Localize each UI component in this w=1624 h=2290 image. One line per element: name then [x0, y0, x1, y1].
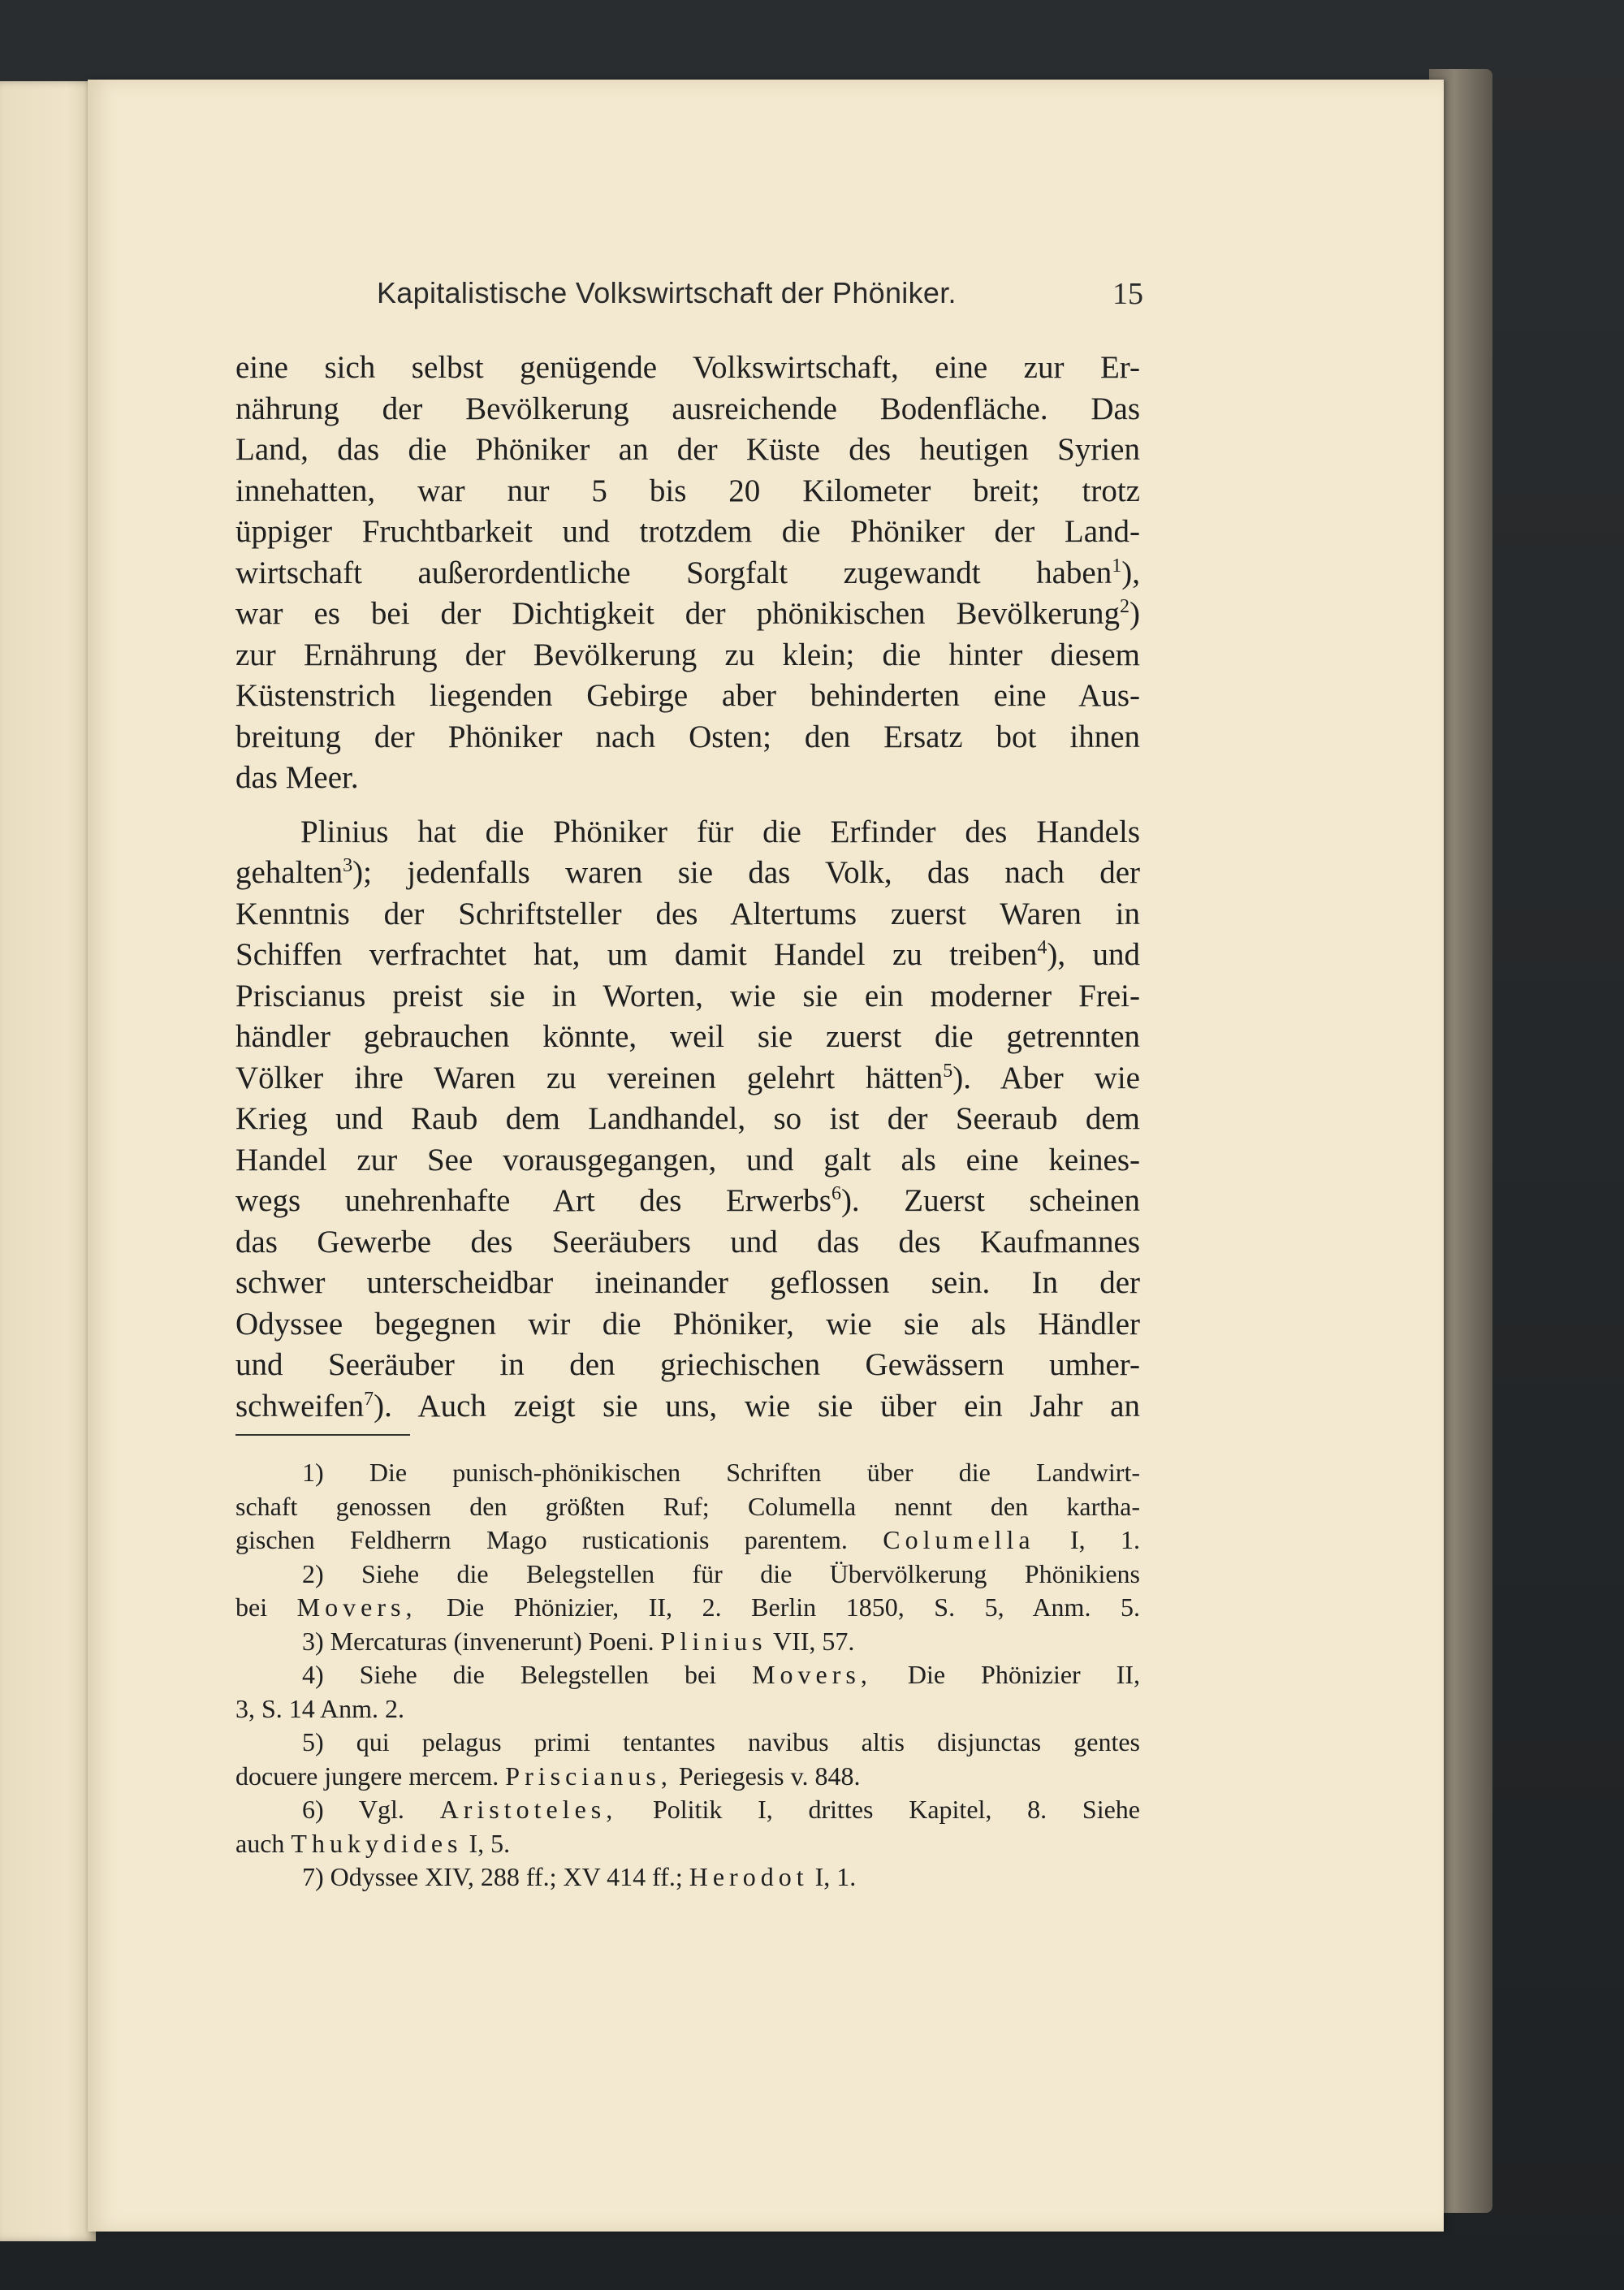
text-segment: VII, 57. — [772, 1626, 855, 1656]
footnote-ref: 5 — [943, 1060, 953, 1082]
text-segment: 6) Vgl. — [302, 1795, 404, 1824]
text-segment: war es bei der Dichtigkeit der phönikischen Bevölkerung — [235, 596, 1120, 631]
footnote-ref: 7 — [364, 1388, 374, 1410]
text-segment: Die Phönizier II, — [907, 1660, 1140, 1689]
footnote-line — [235, 1860, 1140, 1895]
text-segment: Die Phönizier, II, 2. Berlin 1850, S. 5, Anm. 5. — [447, 1592, 1140, 1622]
text-line: Kenntnis der Schriftsteller des Altertums zuerst Waren in — [235, 896, 1140, 931]
footnote-line — [235, 1625, 1140, 1659]
text-line: das Gewerbe des Seeräubers und das des Kaufmannes — [235, 1224, 1140, 1260]
text-segment: I, 1. — [814, 1862, 857, 1891]
text-line — [235, 853, 1140, 894]
footnote-line: schaft genossen den größten Ruf; Columella nennt den kartha- — [235, 1491, 1140, 1521]
text-segment: ), — [1121, 555, 1140, 590]
author-name: Movers, — [296, 1592, 417, 1622]
text-line: Priscianus preist sie in Worten, wie sie ein moderner Frei- — [235, 978, 1140, 1013]
footnote-line — [235, 1523, 1140, 1558]
footnote-line — [235, 1793, 1140, 1827]
text-segment: Völker ihre Waren zu vereinen gelehrt hätten — [235, 1060, 944, 1095]
text-segment: ). Aber wie — [952, 1060, 1140, 1095]
text-line: Krieg und Raub dem Landhandel, so ist der Seeraub dem — [235, 1101, 1140, 1136]
text-segment: bei — [235, 1592, 268, 1622]
text-segment: I, 5. — [469, 1828, 511, 1858]
text-segment: schweifen — [235, 1388, 365, 1424]
text-line: breitung der Phöniker nach Osten; den Ersatz bot ihnen — [235, 719, 1140, 754]
footnotes — [235, 1456, 1140, 1895]
text-line: Küstenstrich liegenden Gebirge aber behinderten eine Aus- — [235, 678, 1140, 713]
text-line — [235, 1386, 1140, 1428]
author-name: Plinius — [660, 1626, 767, 1656]
footnote-ref: 1 — [1112, 555, 1122, 577]
text-line: das Meer. — [235, 760, 359, 795]
running-header — [377, 276, 1143, 317]
text-segment: 7) Odyssee XIV, 288 ff.; XV 414 ff.; — [302, 1862, 683, 1891]
author-name: Columella — [883, 1525, 1035, 1554]
text-line: Odyssee begegnen wir die Phöniker, wie sie als Händler — [235, 1306, 1140, 1342]
text-segment: wirtschaft außerordentliche Sorgfalt zugewandt haben — [235, 555, 1112, 590]
author-name: Aristoteles, — [439, 1795, 618, 1824]
running-title: Kapitalistische Volkswirtschaft der Phöniker. — [377, 276, 957, 309]
page-number: 15 — [1112, 277, 1143, 311]
text-segment: auch — [235, 1828, 285, 1858]
paragraph-gap — [235, 799, 1140, 812]
text-line — [235, 553, 1140, 594]
text-line: innehatten, war nur 5 bis 20 Kilometer breit; trotz — [235, 473, 1140, 508]
footnote-line: 2) Siehe die Belegstellen für die Übervölkerung Phönikiens — [302, 1558, 1140, 1588]
text-segment: ). Auch zeigt sie uns, wie sie über ein Jahr an — [374, 1388, 1140, 1424]
text-segment: 4) Siehe die Belegstellen bei — [302, 1660, 717, 1689]
footnote-line: 1) Die punisch-phönikischen Schriften über die Landwirt- — [302, 1458, 1140, 1487]
text-segment: gehalten — [235, 855, 343, 890]
footnote-ref: 3 — [343, 855, 353, 876]
text-line: und Seeräuber in den griechischen Gewässern umher- — [235, 1347, 1140, 1382]
text-line: Land, das die Phöniker an der Küste des heutigen Syrien — [235, 432, 1140, 467]
text-line: nährung der Bevölkerung ausreichende Bodenfläche. Das — [235, 391, 1140, 426]
text-line — [235, 935, 1140, 976]
facing-page-edge — [0, 81, 96, 2241]
text-line — [235, 1181, 1140, 1222]
text-line: Handel zur See vorausgegangen, und galt als eine keines- — [235, 1142, 1140, 1177]
author-name: Thukydides — [291, 1828, 463, 1858]
footnote-ref: 2 — [1120, 596, 1129, 617]
text-line: schwer unterscheidbar ineinander geflossen sein. In der — [235, 1265, 1140, 1300]
footnote-line — [235, 1827, 1140, 1861]
text-line: händler gebrauchen könnte, weil sie zuerst die getrennten — [235, 1019, 1140, 1054]
footnote-line — [235, 1658, 1140, 1692]
text-segment: ) — [1129, 596, 1140, 631]
text-segment: ), und — [1047, 937, 1140, 972]
text-segment: gischen Feldherrn Mago rusticationis parentem. — [235, 1525, 848, 1554]
author-name: Priscianus, — [505, 1761, 672, 1791]
footnote-line — [235, 1591, 1140, 1625]
text-line: zur Ernährung der Bevölkerung zu klein; die hinter diesem — [235, 637, 1140, 672]
author-name: Movers, — [752, 1660, 872, 1689]
main-text — [235, 348, 1140, 1427]
footnote-line — [235, 1760, 1140, 1794]
text-line: eine sich selbst genügende Volkswirtschaft, eine zur Er- — [235, 350, 1140, 385]
text-segment: 3) Mercaturas (invenerunt) Poeni. — [302, 1626, 654, 1656]
text-segment: Schiffen verfrachtet hat, um damit Handel zu treiben — [235, 937, 1038, 972]
text-segment: wegs unehrenhafte Art des Erwerbs — [235, 1183, 831, 1218]
text-line — [235, 1058, 1140, 1100]
text-line — [235, 594, 1140, 635]
footnote-line: 5) qui pelagus primi tentantes navibus altis disjunctas gentes — [302, 1727, 1140, 1756]
text-line: Plinius hat die Phöniker für die Erfinder des Handels — [300, 814, 1140, 849]
text-segment: Periegesis v. 848. — [678, 1761, 861, 1791]
author-name: Herodot — [689, 1862, 809, 1891]
text-segment: I, 1. — [1069, 1525, 1140, 1554]
footnote-ref: 6 — [831, 1183, 841, 1204]
text-segment: docuere jungere mercem. — [235, 1761, 499, 1791]
footnote-ref: 4 — [1037, 937, 1047, 958]
text-line: üppiger Fruchtbarkeit und trotzdem die Phöniker der Land- — [235, 514, 1140, 549]
footnote-rule — [235, 1434, 410, 1436]
text-segment: ). Zuerst scheinen — [840, 1183, 1140, 1218]
footnote-line: 3, S. 14 Anm. 2. — [235, 1693, 405, 1723]
text-segment: ); jedenfalls waren sie das Volk, das nach der — [352, 855, 1140, 890]
text-segment: Politik I, drittes Kapitel, 8. Siehe — [652, 1795, 1140, 1824]
